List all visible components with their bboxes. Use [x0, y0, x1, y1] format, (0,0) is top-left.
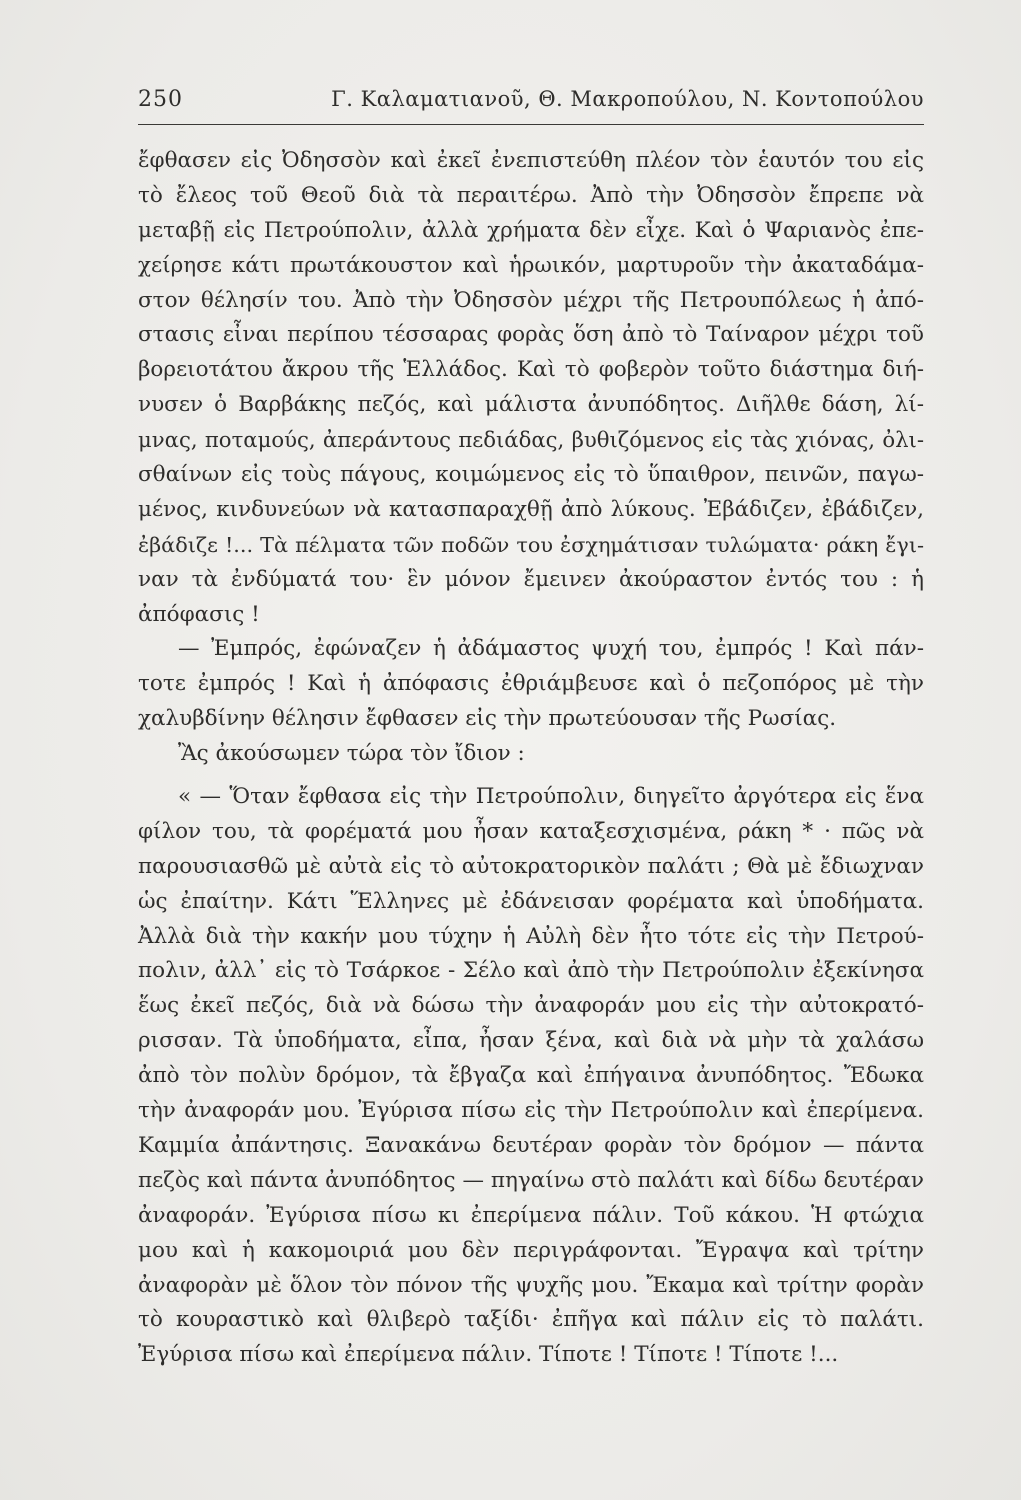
page-number: 250: [138, 87, 183, 112]
text-line: σθαίνων εἰς τοὺς πάγους, κοιμώμενος εἰς τὸ ὕπαιθρον, πεινῶν, παγω-: [138, 462, 924, 488]
text-line: μου καὶ ἡ κακομοιριά μου δὲν περιγράφονται. Ἔγραψα καὶ τρίτην: [138, 1237, 924, 1263]
text-line: πολιν, ἀλλ᾽ εἰς τὸ Τσάρκοε - Σέλο καὶ ἀπὸ τὴν Πετρούπολιν ἐξεκίνησα: [138, 958, 924, 984]
text-line: βορειοτάτου ἄκρου τῆς Ἑλλάδος. Καὶ τὸ φοβερὸν τοῦτο διάστημα διή-: [138, 357, 924, 383]
text-line: τοτε ἐμπρός ! Καὶ ἡ ἀπόφασις ἐθριάμβευσε καὶ ὁ πεζοπόρος μὲ τὴν: [138, 671, 924, 697]
text-line: χείρησε κάτι πρωτάκουστον καὶ ἡρωικόν, μαρτυροῦν τὴν ἀκαταδάμα-: [138, 252, 924, 278]
text-line: ὡς ἐπαίτην. Κάτι Ἕλληνες μὲ ἐδάνεισαν φορέματα καὶ ὑποδήματα.: [138, 888, 924, 914]
text-line: στασις εἶναι περίπου τέσσαρας φορὰς ὅση ἀπὸ τὸ Ταίναρον μέχρι τοῦ: [138, 322, 924, 348]
text-line: ἀπὸ τὸν πολὺν δρόμον, τὰ ἔβγαζα καὶ ἐπήγαινα ἀνυπόδητος. Ἔδωκα: [138, 1063, 924, 1089]
text-line: χαλυβδίνην θέλησιν ἔφθασεν εἰς τὴν πρωτεύουσαν τῆς Ρωσίας.: [138, 706, 837, 732]
text-line: ἀναφοράν. Ἐγύρισα πίσω κι ἐπερίμενα πάλιν. Τοῦ κάκου. Ἡ φτώχια: [138, 1202, 924, 1228]
text-line: ναν τὰ ἐνδύματά του· ἓν μόνον ἔμεινεν ἀκούραστον ἐντός του : ἡ: [138, 566, 924, 592]
text-line: Ἀλλὰ διὰ τὴν κακήν μου τύχην ἡ Αὐλὴ δὲν ἦτο τότε εἰς τὴν Πετρού-: [138, 923, 924, 949]
text-line: ἐβάδιζε !... Τὰ πέλματα τῶν ποδῶν του ἐσχημάτισαν τυλώματα· ράκη ἔγι-: [138, 532, 924, 557]
text-line: τὸ κουραστικὸ καὶ θλιβερὸ ταξίδι· ἐπῆγα καὶ πάλιν εἰς τὸ παλάτι.: [138, 1307, 924, 1333]
text-line: τὴν ἀναφοράν μου. Ἐγύρισα πίσω εἰς τὴν Πετρούπολιν καὶ ἐπερίμενα.: [138, 1098, 924, 1124]
text-line: — Ἐμπρός, ἐφώναζεν ἡ ἀδάμαστος ψυχή του, ἐμπρός ! Καὶ πάν-: [178, 636, 924, 662]
text-line: Ἂς ἀκούσωμεν τώρα τὸν ἴδιον :: [178, 741, 525, 767]
text-line: ἔφθασεν εἰς Ὀδησσὸν καὶ ἐκεῖ ἐνεπιστεύθη πλέον τὸν ἑαυτόν του εἰς: [138, 148, 924, 173]
text-line: φίλον του, τὰ φορέματά μου ἦσαν καταξεσχισμένα, ράκη * · πῶς νὰ: [138, 818, 924, 844]
text-line: νυσεν ὁ Βαρβάκης πεζός, καὶ μάλιστα ἀνυπόδητος. Διῆλθε δάση, λί-: [138, 392, 924, 418]
header-rule: [138, 124, 924, 125]
text-line: ἕως ἐκεῖ πεζός, διὰ νὰ δώσω τὴν ἀναφοράν μου εἰς τὴν αὐτοκρατό-: [138, 993, 924, 1019]
text-line: παρουσιασθῶ μὲ αὐτὰ εἰς τὸ αὐτοκρατορικὸν παλάτι ; Θὰ μὲ ἔδιωχναν: [138, 853, 924, 879]
text-line: μένος, κινδυνεύων νὰ κατασπαραχθῇ ἀπὸ λύκους. Ἐβάδιζεν, ἐβάδιζεν,: [138, 496, 924, 522]
text-line: μεταβῇ εἰς Πετρούπολιν, ἀλλὰ χρήματα δὲν εἶχε. Καὶ ὁ Ψαριανὸς ἐπε-: [138, 217, 924, 243]
text-line: Ἐγύρισα πίσω καὶ ἐπερίμενα πάλιν. Τίποτε ! Τίποτε ! Τίποτε !...: [138, 1342, 839, 1368]
text-line: τὸ ἔλεος τοῦ Θεοῦ διὰ τὰ περαιτέρω. Ἀπὸ τὴν Ὀδησσὸν ἔπρεπε νὰ: [138, 182, 924, 208]
text-line: « — Ὅταν ἔφθασα εἰς τὴν Πετρούπολιν, διηγεῖτο ἀργότερα εἰς ἕνα: [178, 784, 924, 810]
text-line: ρισσαν. Τὰ ὑποδήματα, εἶπα, ἦσαν ξένα, καὶ διὰ νὰ μὴν τὰ χαλάσω: [138, 1028, 924, 1054]
text-line: στον θέλησίν του. Ἀπὸ τὴν Ὀδησσὸν μέχρι τῆς Πετρουπόλεως ἡ ἀπό-: [138, 287, 924, 313]
running-header: [138, 83, 924, 117]
text-line: μνας, ποταμούς, ἀπεράντους πεδιάδας, βυθιζόμενος εἰς τὰς χιόνας, ὀλι-: [138, 427, 924, 453]
text-line: Καμμία ἀπάντησις. Ξανακάνω δευτέραν φορὰν τὸν δρόμον — πάντα: [138, 1132, 924, 1158]
authors-running-title: Γ. Καλαματιανοῦ, Θ. Μακροπούλου, Ν. Κοντοπούλου: [331, 87, 924, 111]
text-line: ἀπόφασις !: [138, 601, 260, 627]
body-text: [138, 144, 924, 1373]
text-line: ἀναφορὰν μὲ ὅλον τὸν πόνον τῆς ψυχῆς μου. Ἔκαμα καὶ τρίτην φορὰν: [138, 1272, 924, 1298]
text-line: πεζὸς καὶ πάντα ἀνυπόδητος — πηγαίνω στὸ παλάτι καὶ δίδω δευτέραν: [138, 1167, 924, 1193]
